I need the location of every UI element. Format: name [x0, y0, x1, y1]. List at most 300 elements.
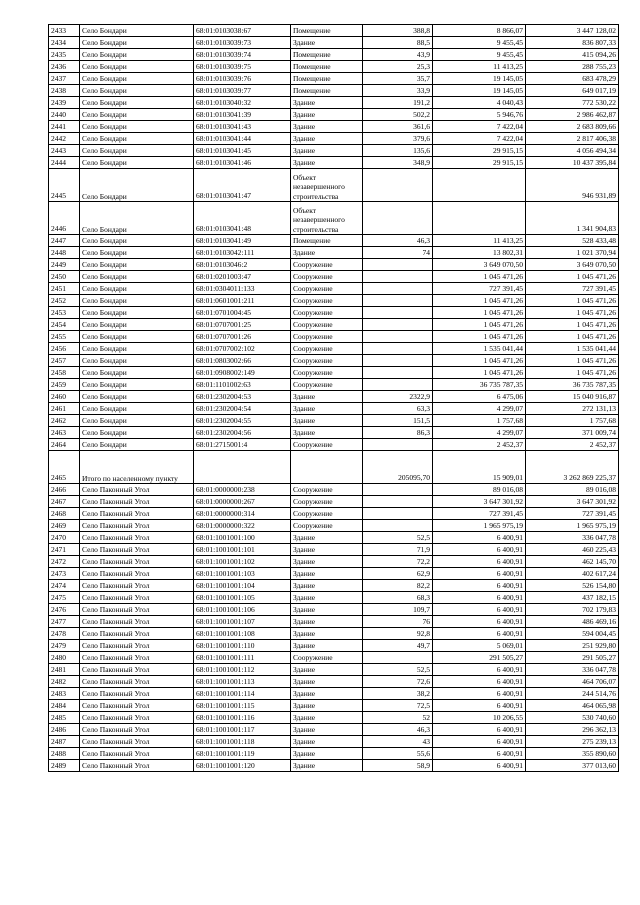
- table-row: [49, 121, 619, 133]
- area-cell: 76: [363, 616, 433, 628]
- area-cell: 52,5: [363, 532, 433, 544]
- area-cell: 43,9: [363, 49, 433, 61]
- unit-value-cell: 15 909,01: [433, 451, 526, 484]
- cadastral-number-cell: 68:01:0000000:322: [194, 520, 291, 532]
- cadastral-number-cell: 68:01:1001001:110: [194, 640, 291, 652]
- area-cell: 82,2: [363, 580, 433, 592]
- row-number-cell: 2486: [49, 724, 80, 736]
- row-number-cell: 2457: [49, 355, 80, 367]
- unit-value-cell: 6 400,91: [433, 592, 526, 604]
- locality-cell: Село Паконный Угол: [80, 700, 194, 712]
- object-type-cell: Сооружение: [291, 379, 363, 391]
- locality-cell: Село Бондари: [80, 145, 194, 157]
- object-type-cell: Помещение: [291, 49, 363, 61]
- table-row: [49, 604, 619, 616]
- locality-cell: Село Бондари: [80, 259, 194, 271]
- object-type-cell: Здание: [291, 604, 363, 616]
- cadastral-number-cell: 68:01:1001001:118: [194, 736, 291, 748]
- cadastral-value-cell: 2 986 462,87: [526, 109, 619, 121]
- table-row: [49, 97, 619, 109]
- unit-value-cell: 6 400,91: [433, 724, 526, 736]
- row-number-cell: 2439: [49, 97, 80, 109]
- cadastral-number-cell: 68:01:1001001:116: [194, 712, 291, 724]
- table-body: [49, 25, 619, 772]
- area-cell: 92,8: [363, 628, 433, 640]
- object-type-cell: Здание: [291, 736, 363, 748]
- object-type-cell: Здание: [291, 403, 363, 415]
- row-number-cell: 2469: [49, 520, 80, 532]
- cadastral-number-cell: 68:01:1001001:104: [194, 580, 291, 592]
- area-cell: 68,3: [363, 592, 433, 604]
- table-row: [49, 700, 619, 712]
- cadastral-number-cell: 68:01:0103041:49: [194, 235, 291, 247]
- object-type-cell: Помещение: [291, 235, 363, 247]
- area-cell: [363, 484, 433, 496]
- cadastral-number-cell: 68:01:1001001:114: [194, 688, 291, 700]
- row-number-cell: 2450: [49, 271, 80, 283]
- object-type-cell: [291, 451, 363, 484]
- table-row: [49, 355, 619, 367]
- area-cell: 388,8: [363, 25, 433, 37]
- object-type-cell: Здание: [291, 640, 363, 652]
- object-type-cell: Сооружение: [291, 295, 363, 307]
- locality-cell: Село Паконный Угол: [80, 676, 194, 688]
- row-number-cell: 2474: [49, 580, 80, 592]
- cadastral-value-cell: 1 045 471,26: [526, 319, 619, 331]
- cadastral-value-cell: 1 341 904,83: [526, 202, 619, 235]
- row-number-cell: 2467: [49, 496, 80, 508]
- cadastral-number-cell: 68:01:1001001:120: [194, 760, 291, 772]
- locality-cell: Село Паконный Угол: [80, 496, 194, 508]
- cadastral-number-cell: 68:01:0103039:73: [194, 37, 291, 49]
- table-row: [49, 724, 619, 736]
- area-cell: [363, 295, 433, 307]
- row-number-cell: 2489: [49, 760, 80, 772]
- table-row: [49, 295, 619, 307]
- table-row: [49, 688, 619, 700]
- cadastral-number-cell: 68:01:0103039:77: [194, 85, 291, 97]
- table-row: [49, 145, 619, 157]
- unit-value-cell: 6 400,91: [433, 556, 526, 568]
- row-number-cell: 2485: [49, 712, 80, 724]
- object-type-cell: Помещение: [291, 25, 363, 37]
- object-type-cell: Сооружение: [291, 484, 363, 496]
- object-type-cell: Сооружение: [291, 355, 363, 367]
- table-row: [49, 331, 619, 343]
- unit-value-cell: 6 400,91: [433, 532, 526, 544]
- cadastral-value-cell: 10 437 395,84: [526, 157, 619, 169]
- row-number-cell: 2478: [49, 628, 80, 640]
- object-type-cell: Здание: [291, 700, 363, 712]
- area-cell: 71,9: [363, 544, 433, 556]
- object-type-cell: Сооружение: [291, 508, 363, 520]
- object-type-cell: Сооружение: [291, 271, 363, 283]
- area-cell: 109,7: [363, 604, 433, 616]
- locality-cell: Село Паконный Угол: [80, 508, 194, 520]
- row-number-cell: 2472: [49, 556, 80, 568]
- area-cell: 62,9: [363, 568, 433, 580]
- object-type-cell: Сооружение: [291, 439, 363, 451]
- cadastral-value-cell: 275 239,13: [526, 736, 619, 748]
- object-type-cell: Помещение: [291, 73, 363, 85]
- cadastral-value-cell: 244 514,76: [526, 688, 619, 700]
- locality-cell: Село Бондари: [80, 271, 194, 283]
- unit-value-cell: 1 757,68: [433, 415, 526, 427]
- cadastral-value-cell: 1 535 041,44: [526, 343, 619, 355]
- unit-value-cell: 6 400,91: [433, 748, 526, 760]
- locality-cell: Село Паконный Угол: [80, 628, 194, 640]
- cadastral-value-cell: 460 225,43: [526, 544, 619, 556]
- table-row: [49, 109, 619, 121]
- locality-cell: Село Бондари: [80, 295, 194, 307]
- unit-value-cell: 1 045 471,26: [433, 271, 526, 283]
- locality-cell: Село Бондари: [80, 157, 194, 169]
- area-cell: 151,5: [363, 415, 433, 427]
- unit-value-cell: 6 400,91: [433, 664, 526, 676]
- cadastral-value-cell: 528 433,48: [526, 235, 619, 247]
- locality-cell: Село Бондари: [80, 169, 194, 202]
- object-type-cell: Здание: [291, 712, 363, 724]
- cadastral-value-cell: 462 145,70: [526, 556, 619, 568]
- cadastral-value-cell: 727 391,45: [526, 283, 619, 295]
- unit-value-cell: [433, 169, 526, 202]
- table-row: [49, 451, 619, 484]
- unit-value-cell: 4 040,43: [433, 97, 526, 109]
- unit-value-cell: 6 400,91: [433, 628, 526, 640]
- locality-cell: Село Паконный Угол: [80, 748, 194, 760]
- table-row: [49, 568, 619, 580]
- locality-cell: Село Паконный Угол: [80, 532, 194, 544]
- area-cell: 72,6: [363, 676, 433, 688]
- object-type-cell: Объект незавершенного строительства: [291, 169, 363, 202]
- unit-value-cell: 1 045 471,26: [433, 319, 526, 331]
- locality-cell: Село Бондари: [80, 403, 194, 415]
- row-number-cell: 2466: [49, 484, 80, 496]
- cadastral-value-cell: 1 045 471,26: [526, 307, 619, 319]
- unit-value-cell: 1 535 041,44: [433, 343, 526, 355]
- locality-cell: Село Бондари: [80, 121, 194, 133]
- table-row: [49, 367, 619, 379]
- cadastral-value-cell: 1 021 370,94: [526, 247, 619, 259]
- locality-cell: Село Паконный Угол: [80, 664, 194, 676]
- row-number-cell: 2455: [49, 331, 80, 343]
- area-cell: [363, 307, 433, 319]
- unit-value-cell: 11 413,25: [433, 61, 526, 73]
- unit-value-cell: 1 045 471,26: [433, 355, 526, 367]
- object-type-cell: Здание: [291, 415, 363, 427]
- table-row: [49, 379, 619, 391]
- area-cell: 86,3: [363, 427, 433, 439]
- area-cell: [363, 379, 433, 391]
- unit-value-cell: 6 400,91: [433, 604, 526, 616]
- cadastral-number-cell: 68:01:0803002:66: [194, 355, 291, 367]
- object-type-cell: Здание: [291, 247, 363, 259]
- locality-cell: Село Паконный Угол: [80, 724, 194, 736]
- cadastral-value-cell: 89 016,08: [526, 484, 619, 496]
- locality-cell: Село Паконный Угол: [80, 544, 194, 556]
- cadastral-value-cell: 2 817 406,38: [526, 133, 619, 145]
- locality-cell: Село Паконный Угол: [80, 556, 194, 568]
- locality-cell: Село Паконный Угол: [80, 736, 194, 748]
- unit-value-cell: 3 647 301,92: [433, 496, 526, 508]
- object-type-cell: Объект незавершенного строительства: [291, 202, 363, 235]
- locality-cell: Село Бондари: [80, 439, 194, 451]
- object-type-cell: Здание: [291, 688, 363, 700]
- cadastral-number-cell: 68:01:0908002:149: [194, 367, 291, 379]
- object-type-cell: Сооружение: [291, 319, 363, 331]
- cadastral-value-cell: 1 045 471,26: [526, 295, 619, 307]
- cadastral-value-cell: 2 452,37: [526, 439, 619, 451]
- area-cell: 35,7: [363, 73, 433, 85]
- row-number-cell: 2437: [49, 73, 80, 85]
- cadastral-value-cell: 702 179,83: [526, 604, 619, 616]
- row-number-cell: 2444: [49, 157, 80, 169]
- unit-value-cell: 8 866,07: [433, 25, 526, 37]
- cadastral-number-cell: 68:01:0103041:43: [194, 121, 291, 133]
- row-number-cell: 2483: [49, 688, 80, 700]
- locality-cell: Село Бондари: [80, 109, 194, 121]
- unit-value-cell: 19 145,05: [433, 85, 526, 97]
- cadastral-value-cell: 371 009,74: [526, 427, 619, 439]
- area-cell: 52: [363, 712, 433, 724]
- row-number-cell: 2464: [49, 439, 80, 451]
- locality-cell: Село Бондари: [80, 133, 194, 145]
- table-row: [49, 532, 619, 544]
- cadastral-value-cell: 1 045 471,26: [526, 271, 619, 283]
- locality-cell: Село Бондари: [80, 49, 194, 61]
- table-row: [49, 37, 619, 49]
- cadastral-number-cell: 68:01:0201003:47: [194, 271, 291, 283]
- unit-value-cell: 6 400,91: [433, 676, 526, 688]
- locality-cell: Село Бондари: [80, 61, 194, 73]
- cadastral-number-cell: 68:01:0701004:45: [194, 307, 291, 319]
- unit-value-cell: 1 045 471,26: [433, 331, 526, 343]
- unit-value-cell: 9 455,45: [433, 49, 526, 61]
- table-row: [49, 664, 619, 676]
- area-cell: 38,2: [363, 688, 433, 700]
- cadastral-number-cell: 68:01:1001001:111: [194, 652, 291, 664]
- area-cell: 502,2: [363, 109, 433, 121]
- unit-value-cell: 36 735 787,35: [433, 379, 526, 391]
- area-cell: [363, 271, 433, 283]
- unit-value-cell: 6 400,91: [433, 760, 526, 772]
- locality-cell: Село Бондари: [80, 331, 194, 343]
- cadastral-value-cell: 288 755,23: [526, 61, 619, 73]
- object-type-cell: Сооружение: [291, 367, 363, 379]
- area-cell: 52,5: [363, 664, 433, 676]
- cadastral-number-cell: [194, 451, 291, 484]
- area-cell: [363, 331, 433, 343]
- row-number-cell: 2442: [49, 133, 80, 145]
- cadastral-value-cell: 594 004,45: [526, 628, 619, 640]
- cadastral-value-table: [48, 24, 619, 772]
- area-cell: 25,3: [363, 61, 433, 73]
- cadastral-number-cell: 68:01:0000000:267: [194, 496, 291, 508]
- table-row: [49, 652, 619, 664]
- object-type-cell: Здание: [291, 664, 363, 676]
- cadastral-number-cell: 68:01:0103041:47: [194, 169, 291, 202]
- object-type-cell: Здание: [291, 145, 363, 157]
- object-type-cell: Здание: [291, 628, 363, 640]
- area-cell: 33,9: [363, 85, 433, 97]
- cadastral-value-cell: 727 391,45: [526, 508, 619, 520]
- row-number-cell: 2435: [49, 49, 80, 61]
- locality-cell: Село Паконный Угол: [80, 652, 194, 664]
- row-number-cell: 2433: [49, 25, 80, 37]
- object-type-cell: Здание: [291, 592, 363, 604]
- cadastral-number-cell: 68:01:1101002:63: [194, 379, 291, 391]
- object-type-cell: Здание: [291, 676, 363, 688]
- table-row: [49, 427, 619, 439]
- unit-value-cell: 5 069,01: [433, 640, 526, 652]
- cadastral-value-cell: 1 045 471,26: [526, 331, 619, 343]
- object-type-cell: Здание: [291, 133, 363, 145]
- cadastral-value-cell: 4 056 494,34: [526, 145, 619, 157]
- unit-value-cell: 727 391,45: [433, 508, 526, 520]
- area-cell: 379,6: [363, 133, 433, 145]
- unit-value-cell: 19 145,05: [433, 73, 526, 85]
- object-type-cell: Помещение: [291, 85, 363, 97]
- row-number-cell: 2462: [49, 415, 80, 427]
- cadastral-value-cell: 36 735 787,35: [526, 379, 619, 391]
- row-number-cell: 2468: [49, 508, 80, 520]
- unit-value-cell: 7 422,04: [433, 133, 526, 145]
- area-cell: [363, 367, 433, 379]
- table-row: [49, 319, 619, 331]
- row-number-cell: 2475: [49, 592, 80, 604]
- area-cell: 74: [363, 247, 433, 259]
- row-number-cell: 2453: [49, 307, 80, 319]
- area-cell: [363, 259, 433, 271]
- cadastral-number-cell: 68:01:0304011:133: [194, 283, 291, 295]
- locality-cell: Село Паконный Угол: [80, 568, 194, 580]
- table-row: [49, 283, 619, 295]
- cadastral-number-cell: 68:01:1001001:100: [194, 532, 291, 544]
- cadastral-value-cell: 772 530,22: [526, 97, 619, 109]
- row-number-cell: 2443: [49, 145, 80, 157]
- cadastral-number-cell: 68:01:1001001:106: [194, 604, 291, 616]
- area-cell: 361,6: [363, 121, 433, 133]
- table-row: [49, 235, 619, 247]
- cadastral-number-cell: 68:01:1001001:117: [194, 724, 291, 736]
- cadastral-value-cell: 296 362,13: [526, 724, 619, 736]
- table-row: [49, 25, 619, 37]
- table-row: [49, 73, 619, 85]
- table-row: [49, 169, 619, 202]
- cadastral-value-cell: 415 094,26: [526, 49, 619, 61]
- row-number-cell: 2482: [49, 676, 80, 688]
- object-type-cell: Здание: [291, 724, 363, 736]
- cadastral-value-cell: 336 047,78: [526, 664, 619, 676]
- row-number-cell: 2436: [49, 61, 80, 73]
- table-row: [49, 271, 619, 283]
- area-cell: 63,3: [363, 403, 433, 415]
- cadastral-value-cell: 336 047,78: [526, 532, 619, 544]
- area-cell: [363, 169, 433, 202]
- object-type-cell: Здание: [291, 121, 363, 133]
- area-cell: 2322,9: [363, 391, 433, 403]
- object-type-cell: Здание: [291, 580, 363, 592]
- object-type-cell: Здание: [291, 37, 363, 49]
- unit-value-cell: 29 915,15: [433, 145, 526, 157]
- table-row: [49, 415, 619, 427]
- row-number-cell: 2448: [49, 247, 80, 259]
- cadastral-number-cell: 68:01:0103041:46: [194, 157, 291, 169]
- row-number-cell: 2456: [49, 343, 80, 355]
- area-cell: 72,2: [363, 556, 433, 568]
- cadastral-number-cell: 68:01:0707001:25: [194, 319, 291, 331]
- table-row: [49, 544, 619, 556]
- object-type-cell: Здание: [291, 157, 363, 169]
- row-number-cell: 2465: [49, 451, 80, 484]
- object-type-cell: Здание: [291, 568, 363, 580]
- object-type-cell: Здание: [291, 760, 363, 772]
- cadastral-number-cell: 68:01:0707002:102: [194, 343, 291, 355]
- cadastral-number-cell: 68:01:0000000:238: [194, 484, 291, 496]
- cadastral-value-cell: 683 478,29: [526, 73, 619, 85]
- cadastral-number-cell: 68:01:0103046:2: [194, 259, 291, 271]
- locality-cell: Село Паконный Угол: [80, 520, 194, 532]
- unit-value-cell: 29 915,15: [433, 157, 526, 169]
- object-type-cell: Здание: [291, 109, 363, 121]
- table-row: [49, 508, 619, 520]
- cadastral-value-cell: 1 965 975,19: [526, 520, 619, 532]
- locality-cell: Село Бондари: [80, 343, 194, 355]
- table-row: [49, 391, 619, 403]
- cadastral-number-cell: 68:01:0103042:111: [194, 247, 291, 259]
- row-number-cell: 2480: [49, 652, 80, 664]
- cadastral-value-cell: 3 262 869 225,37: [526, 451, 619, 484]
- object-type-cell: Здание: [291, 97, 363, 109]
- row-number-cell: 2452: [49, 295, 80, 307]
- area-cell: [363, 355, 433, 367]
- unit-value-cell: 6 475,06: [433, 391, 526, 403]
- cadastral-number-cell: 68:01:0103039:74: [194, 49, 291, 61]
- cadastral-number-cell: 68:01:2302004:56: [194, 427, 291, 439]
- cadastral-value-cell: 15 040 916,87: [526, 391, 619, 403]
- row-number-cell: 2449: [49, 259, 80, 271]
- row-number-cell: 2459: [49, 379, 80, 391]
- object-type-cell: Здание: [291, 532, 363, 544]
- area-cell: [363, 508, 433, 520]
- locality-cell: Село Паконный Угол: [80, 712, 194, 724]
- cadastral-number-cell: 68:01:0000000:314: [194, 508, 291, 520]
- unit-value-cell: 1 045 471,26: [433, 367, 526, 379]
- locality-cell: Село Бондари: [80, 202, 194, 235]
- area-cell: 135,6: [363, 145, 433, 157]
- area-cell: 191,2: [363, 97, 433, 109]
- object-type-cell: Здание: [291, 556, 363, 568]
- cadastral-number-cell: 68:01:1001001:112: [194, 664, 291, 676]
- table-row: [49, 496, 619, 508]
- object-type-cell: Сооружение: [291, 496, 363, 508]
- cadastral-value-cell: 251 929,80: [526, 640, 619, 652]
- unit-value-cell: 6 400,91: [433, 568, 526, 580]
- locality-cell: Село Бондари: [80, 427, 194, 439]
- unit-value-cell: 4 299,07: [433, 427, 526, 439]
- cadastral-value-cell: 3 647 301,92: [526, 496, 619, 508]
- table-row: [49, 676, 619, 688]
- table-row: [49, 403, 619, 415]
- table-row: [49, 157, 619, 169]
- table-row: [49, 556, 619, 568]
- cadastral-value-cell: 3 649 070,50: [526, 259, 619, 271]
- row-number-cell: 2438: [49, 85, 80, 97]
- locality-cell: Село Паконный Угол: [80, 604, 194, 616]
- cadastral-number-cell: 68:01:1001001:105: [194, 592, 291, 604]
- area-cell: 205095,70: [363, 451, 433, 484]
- unit-value-cell: 1 045 471,26: [433, 307, 526, 319]
